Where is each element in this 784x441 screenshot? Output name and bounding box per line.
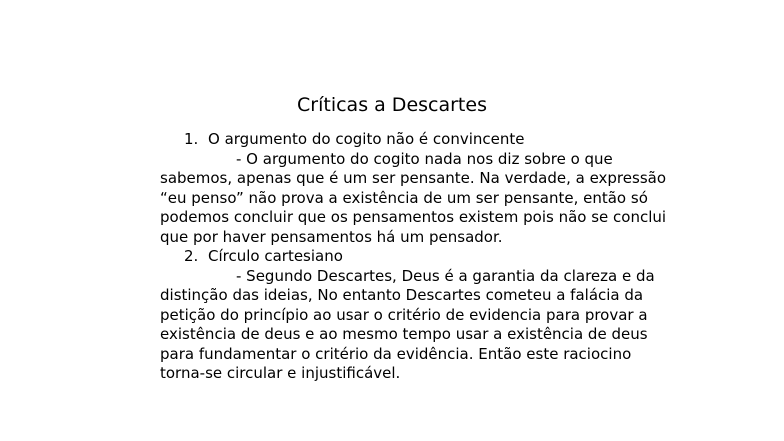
list-item [160,247,680,384]
list-item-number: 1. [184,130,199,148]
list-item-heading-text: O argumento do cogito não é convincente [208,130,525,148]
list-item-heading [160,130,680,150]
slide-title: Críticas a Descartes [297,94,487,116]
list-item [160,130,680,247]
list-item-body: - O argumento do cogito nada nos diz sobre o que sabemos, apenas que é um ser pensante. Na verdade, a expressão “eu penso” não prova a existência de um ser pensante, então só podemos concluir que os pensamentos existem pois não se conclui que por haver pensamentos há um pensador. [160,149,667,246]
list-item-heading [160,247,680,267]
list-item-number: 2. [184,247,199,265]
list-item-heading-text: Círculo cartesiano [208,247,343,265]
slide-content [160,130,680,384]
list-item-body: - Segundo Descartes, Deus é a garantia da clareza e da distinção das ideias, No entanto Descartes cometeu a falácia da petição do princípio ao usar o critério de evidencia para provar a existência de deus e ao mesmo tempo usar a existência de deus para fundamentar o critério da evidência. Então este raciocino torna-se circular e injustificável. [160,266,655,382]
